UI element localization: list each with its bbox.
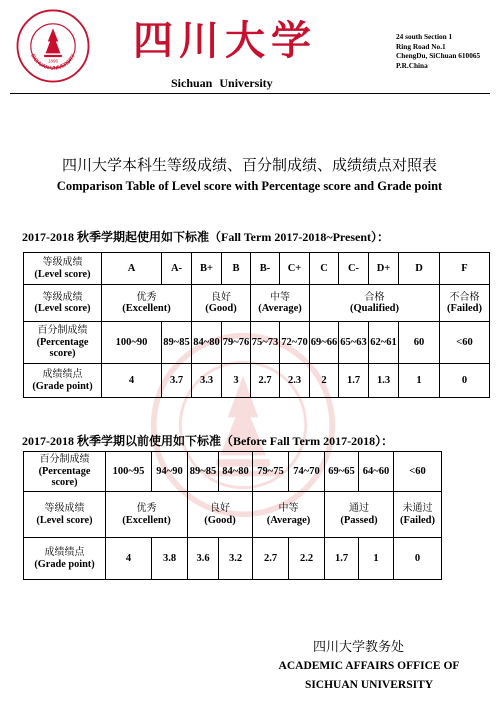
- address-line: Ring Road No.1: [396, 41, 446, 51]
- group-cell-good: [192, 285, 251, 322]
- grade-point-cell: 2.2: [289, 538, 325, 580]
- percentage-cell: 94~90: [152, 452, 188, 492]
- grade-point-cell: 1: [399, 364, 440, 398]
- percentage-cell: 75~73: [251, 322, 280, 364]
- group-cn: 不合格: [449, 291, 480, 303]
- university-logotype: [120, 16, 330, 62]
- issuer-line: SICHUAN UNIVERSITY: [304, 679, 434, 691]
- percentage-cell: 60: [399, 322, 440, 364]
- level-cell: D: [399, 253, 440, 285]
- percentage-cell: 74~70: [289, 452, 325, 492]
- label-en: (Level score): [34, 303, 91, 314]
- level-cell: B-: [251, 253, 280, 285]
- group-en: (Excellent): [122, 303, 171, 314]
- level-cell: A: [102, 253, 162, 285]
- group-cn: 合格: [364, 291, 385, 303]
- group-en: (Good): [205, 303, 237, 314]
- grade-point-cell: 0: [394, 538, 442, 580]
- level-cell: B: [222, 253, 251, 285]
- row-header-level: [24, 253, 102, 285]
- percentage-cell: 89~85: [162, 322, 192, 364]
- level-cell: B+: [192, 253, 222, 285]
- row-header-percentage: [24, 452, 106, 492]
- percentage-cell: 72~70: [280, 322, 310, 364]
- seal-year: 1896: [48, 58, 58, 64]
- address-line: 24 south Section 1: [396, 32, 453, 41]
- level-cell: C-: [339, 253, 369, 285]
- group-cell-qualified: [310, 285, 440, 322]
- section-title-previous: 2017-2018 秋季学期以前使用如下标准（Before Fall Term 2017-2018）：: [22, 434, 394, 448]
- percentage-cell: 79~76: [222, 322, 251, 364]
- table-row: [24, 285, 490, 322]
- label-cn: 等级成绩: [42, 291, 83, 303]
- grade-point-cell: 0: [440, 364, 490, 398]
- percentage-cell: 79~75: [253, 452, 289, 492]
- group-en: (Excellent): [122, 514, 171, 526]
- group-cn: 优秀: [136, 291, 157, 303]
- label-en: score): [51, 477, 78, 489]
- header-divider: [10, 93, 490, 94]
- address-block: [396, 32, 480, 70]
- address-line: ChengDu, SiChuan 610065: [396, 51, 481, 61]
- grade-table-previous: [23, 451, 442, 580]
- university-seal-icon: [16, 9, 90, 83]
- percentage-cell: 64~60: [359, 452, 394, 492]
- group-cell-passed: [325, 492, 394, 538]
- label-cn: 百分制成绩: [39, 454, 90, 466]
- grade-point-cell: 2: [310, 364, 339, 398]
- group-cell-average: [251, 285, 310, 322]
- group-en: (Passed): [340, 514, 378, 526]
- level-cell: A-: [162, 253, 192, 285]
- group-cn: 未通过: [402, 503, 433, 514]
- section-title-current: 2017-2018 秋季学期起使用如下标准（Fall Term 2017-2018~Present）：: [22, 230, 389, 244]
- label-cn: 等级成绩: [42, 257, 83, 268]
- group-cn: 良好: [211, 291, 231, 303]
- grade-point-cell: 3.8: [152, 538, 188, 580]
- label-en: (Grade point): [32, 380, 93, 392]
- level-cell: F: [440, 253, 490, 285]
- grade-point-cell: 4: [106, 538, 152, 580]
- group-cell-failed: [394, 492, 442, 538]
- level-cell: D+: [369, 253, 399, 285]
- group-en: (Good): [204, 514, 236, 526]
- issuer-name-cn: 四川大学教务处: [313, 640, 405, 655]
- percentage-cell: 89~85: [188, 452, 219, 492]
- row-header-level: [24, 492, 106, 538]
- level-cell: C+: [280, 253, 310, 285]
- percentage-cell: 84~80: [219, 452, 253, 492]
- label-en: (Grade point): [34, 558, 95, 570]
- grade-point-cell: 1.7: [339, 364, 369, 398]
- percentage-cell: 100~90: [102, 322, 162, 364]
- grade-point-cell: 1.7: [325, 538, 359, 580]
- level-cell: C: [310, 253, 339, 285]
- label-cn: 百分制成绩: [37, 325, 88, 337]
- issuer-name-en: [256, 657, 482, 695]
- grade-point-cell: 3: [222, 364, 251, 398]
- row-header-grade-point: [24, 364, 102, 398]
- row-header-level: [24, 285, 102, 322]
- grade-point-cell: 3.7: [162, 364, 192, 398]
- table-row: [24, 322, 490, 364]
- percentage-cell: 69~66: [310, 322, 339, 364]
- table-row: [24, 452, 442, 492]
- group-en: (Failed): [447, 303, 482, 314]
- grade-point-cell: 3.6: [188, 538, 219, 580]
- label-en: (Percentage: [38, 465, 91, 477]
- group-cell-good: [188, 492, 253, 538]
- percentage-cell: 62~61: [369, 322, 399, 364]
- group-cn: 通过: [349, 503, 369, 514]
- grade-point-cell: 2.7: [251, 364, 280, 398]
- label-cn: 成绩绩点: [42, 369, 83, 380]
- grade-table-current: [23, 252, 490, 398]
- grade-point-cell: 4: [102, 364, 162, 398]
- label-cn: 等级成绩: [44, 503, 85, 514]
- table-row: [24, 538, 442, 580]
- group-en: (Failed): [400, 514, 435, 526]
- group-cn: 优秀: [136, 503, 157, 514]
- issuer-line: ACADEMIC AFFAIRS OFFICE OF: [278, 660, 460, 672]
- percentage-cell: 84~80: [192, 322, 222, 364]
- document-title-cn: 四川大学本科生等级成绩、百分制成绩、成绩绩点对照表: [61, 156, 437, 174]
- percentage-cell: <60: [394, 452, 442, 492]
- group-cn: 中等: [270, 291, 290, 303]
- group-cn: 中等: [278, 503, 299, 514]
- percentage-cell: 69~65: [325, 452, 359, 492]
- label-en: (Level score): [36, 514, 93, 526]
- group-cell-average: [253, 492, 325, 538]
- university-name-en: Sichuan University: [171, 76, 273, 90]
- address-line: P.R.China: [396, 60, 428, 70]
- group-cell-failed: [440, 285, 490, 322]
- label-en: (Level score): [34, 268, 91, 280]
- group-cn: 良好: [210, 503, 230, 514]
- group-cell-excellent: [102, 285, 192, 322]
- row-header-grade-point: [24, 538, 106, 580]
- label-en: score): [49, 348, 76, 360]
- row-header-percentage: [24, 322, 102, 364]
- percentage-cell: 65~63: [339, 322, 369, 364]
- table-row: [24, 364, 490, 398]
- grade-point-cell: 2.3: [280, 364, 310, 398]
- label-cn: 成绩绩点: [44, 547, 85, 558]
- table-row: [24, 492, 442, 538]
- group-cell-excellent: [106, 492, 188, 538]
- logo-cn-text: 四川大学: [133, 18, 317, 62]
- grade-point-cell: 1.3: [369, 364, 399, 398]
- seal-text: SICHUAN UNIVERSITY: [29, 53, 77, 72]
- grade-point-cell: 2.7: [253, 538, 289, 580]
- grade-point-cell: 1: [359, 538, 394, 580]
- percentage-cell: 100~95: [106, 452, 152, 492]
- table-row: [24, 253, 490, 285]
- percentage-cell: <60: [440, 322, 490, 364]
- grade-point-cell: 3.2: [219, 538, 253, 580]
- group-en: (Qualified): [350, 303, 399, 314]
- grade-point-cell: 3.3: [192, 364, 222, 398]
- group-en: (Average): [258, 303, 302, 314]
- document-title-en: Comparison Table of Level score with Percentage score and Grade point: [56, 179, 443, 193]
- label-en: (Percentage: [36, 336, 89, 348]
- group-en: (Average): [266, 514, 311, 526]
